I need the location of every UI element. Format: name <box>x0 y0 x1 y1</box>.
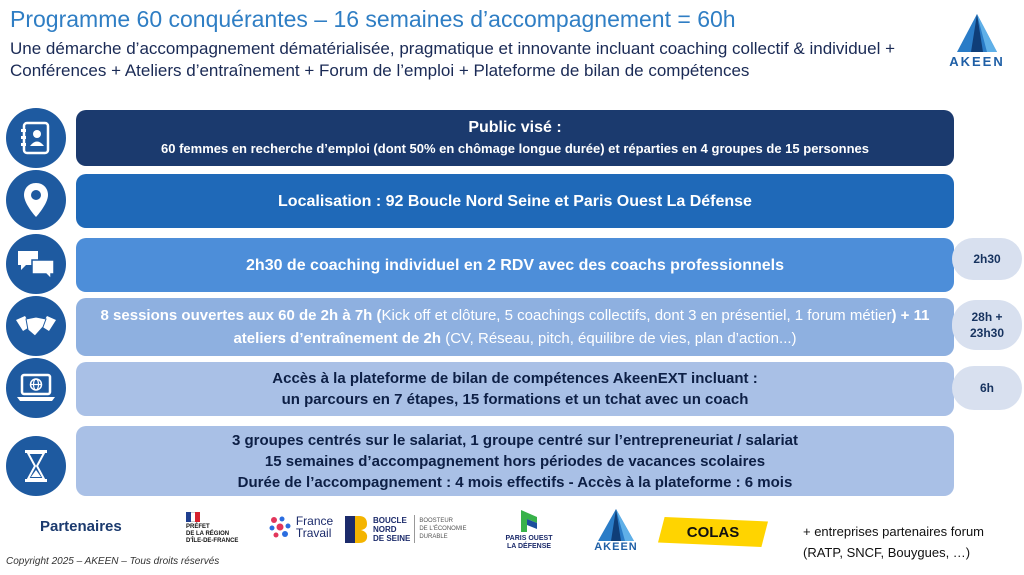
groupes-line-2: 15 semaines d’accompagnement hors périodes de vacances scolaires <box>264 452 766 470</box>
laptop-globe-icon <box>6 358 66 418</box>
groupes-bar <box>76 426 954 496</box>
france-travail-line-2: Travail <box>295 526 332 540</box>
prefet-line-2: DE LA RÉGION <box>186 530 230 537</box>
public-vise-title: Public visé : <box>468 119 562 136</box>
boosteur-line-2: DE L'ÉCONOMIE <box>419 526 467 532</box>
coaching-individuel-text: 2h30 de coaching individuel en 2 RDV avec des coachs professionnels <box>246 256 784 274</box>
sessions-bar <box>76 298 954 356</box>
duration-badge-plateforme <box>952 366 1022 410</box>
paris-ouest-la-defense-logo <box>494 505 564 555</box>
public-vise-bar <box>76 110 954 166</box>
prefet-line-3: D'ÎLE-DE-FRANCE <box>186 537 239 544</box>
boucle-nord-shape-icon <box>343 514 369 544</box>
hourglass-icon <box>6 436 66 496</box>
boosteur-line-1: BOOSTEUR <box>419 518 454 524</box>
coaching-individuel-bar <box>76 238 954 292</box>
sessions-bold-1: 8 sessions ouvertes aux 60 de 2h à 7h ( <box>100 307 382 324</box>
plateforme-bar <box>76 362 954 416</box>
partners-note-line-2: (RATP, SNCF, Bouygues, …) <box>803 545 971 560</box>
paris-ouest-line-2: LA DÉFENSE <box>506 543 552 550</box>
public-vise-text: 60 femmes en recherche d’emploi (dont 50% en chômage longue durée) et réparties en 4 groupes de 15 personnes <box>161 141 869 156</box>
groupes-line-1: 3 groupes centrés sur le salariat, 1 groupe centré sur l’entrepreneuriat / salariat <box>231 431 799 449</box>
colas-logo <box>658 515 768 549</box>
id-card-icon <box>6 108 66 168</box>
boucle-line-1: BOUCLE <box>373 515 407 525</box>
chat-bubbles-icon <box>6 234 66 294</box>
akeen-partner-logo <box>588 505 644 557</box>
plateforme-line-2: un parcours en 7 étapes, 15 formations et un tchat avec un coach <box>281 391 749 408</box>
paris-ouest-line-1: PARIS OUEST <box>505 535 553 542</box>
boucle-line-2: NORD <box>373 524 397 534</box>
boucle-line-3: DE SEINE <box>373 533 411 543</box>
page-title: Programme 60 conquérantes – 16 semaines d’accompagnement = 60h <box>10 6 736 32</box>
location-pin-icon <box>6 170 66 230</box>
sessions-bold-2: ) + 11 ateliers d’entraînement de 2h <box>233 307 930 347</box>
partners-note <box>803 521 984 563</box>
localisation-text: Localisation : 92 Boucle Nord Seine et Paris Ouest La Défense <box>278 192 752 210</box>
akeen-partner-text: AKEEN <box>594 541 638 553</box>
akeen-partner-triangle-icon <box>598 509 634 541</box>
plateforme-line-1: Accès à la plateforme de bilan de compétences AkeenEXT incluant : <box>272 370 758 387</box>
duration-badge-coaching-text: 2h30 <box>973 252 1001 266</box>
localisation-bar <box>76 174 954 228</box>
duration-badge-sessions <box>952 300 1022 350</box>
france-travail-dots-icon <box>267 514 293 540</box>
prefet-line-1: PRÉFET <box>186 523 210 530</box>
duration-badge-coaching <box>952 238 1022 280</box>
partners-note-line-1: + entreprises partenaires forum <box>803 524 985 539</box>
boucle-divider <box>414 515 415 543</box>
france-travail-line-1: France <box>295 514 334 528</box>
duration-badge-sessions-line1: 28h + <box>971 310 1003 324</box>
france-travail-logo <box>262 510 338 544</box>
groupes-line-3: Durée de l’accompagnement : 4 mois effectifs - Accès à la plateforme : 6 mois <box>237 473 793 491</box>
handshake-icon <box>6 296 66 356</box>
duration-badge-plateforme-text: 6h <box>979 381 994 395</box>
copyright-text: Copyright 2025 – AKEEN – Tous droits réservés <box>6 556 220 567</box>
colas-text: COLAS <box>686 523 740 541</box>
paris-ouest-shape-icon <box>518 509 540 533</box>
akeen-logo <box>944 14 1010 70</box>
partners-label: Partenaires <box>40 518 122 535</box>
boosteur-line-3: DURABLE <box>419 534 448 540</box>
french-flag-icon <box>186 512 200 522</box>
boucle-nord-de-seine-logo <box>343 510 473 548</box>
sessions-text <box>86 304 944 350</box>
duration-badge-sessions-line2: 23h30 <box>969 326 1005 340</box>
page-subtitle: Une démarche d’accompagnement dématérialisée, pragmatique et innovante incluant coaching collectif & individuel + Conférences + Ateliers d’entraînement + Forum de l’emploi + Plateforme de bilan de compétences <box>10 39 895 80</box>
prefet-idf-logo <box>186 503 254 553</box>
akeen-logo-text: AKEEN <box>949 54 1005 69</box>
sessions-normal-2: (CV, Réseau, pitch, équilibre de vies, plan d’action...) <box>441 330 797 347</box>
sessions-normal-1: Kick off et clôture, 5 coachings collectifs, dont 3 en présentiel, 1 forum métier <box>381 307 892 324</box>
akeen-triangle-icon <box>957 14 997 52</box>
